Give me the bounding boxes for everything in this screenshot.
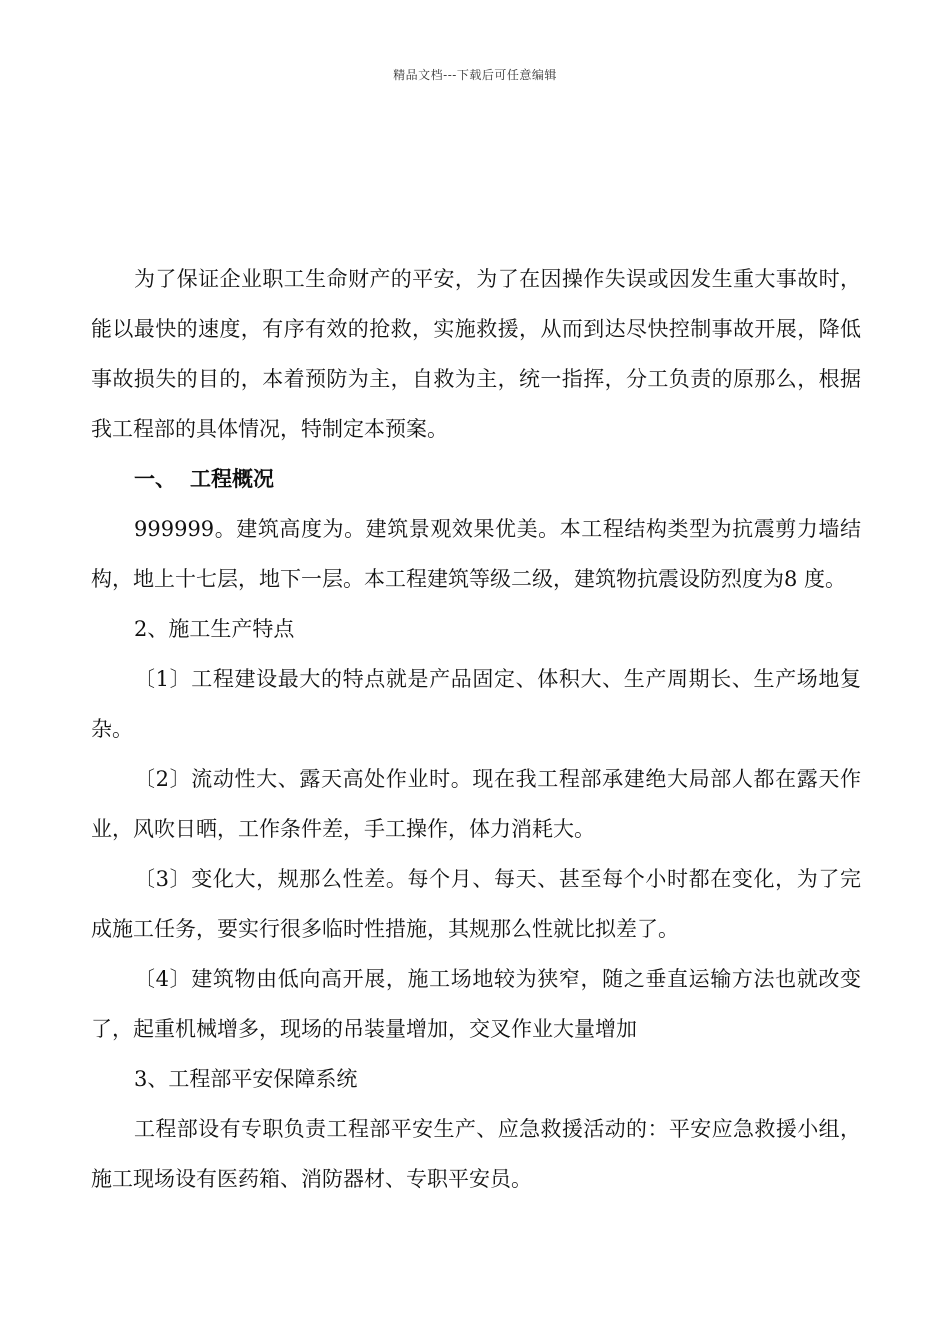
- document-body: [91, 254, 861, 1204]
- point-2-paragraph: 〔2〕流动性大、露天高处作业时。现在我工程部承建绝大局部人都在露天作业，风吹日晒，工作条件差，手工操作，体力消耗大。: [91, 767, 861, 841]
- section-3-paragraph: 工程部设有专职负责工程部平安生产、应急救援活动的：平安应急救援小组，施工现场设有医药箱、消防器材、专职平安员。: [91, 1117, 861, 1191]
- section-title: 工程概况: [190, 467, 274, 491]
- point-3-paragraph: 〔3〕变化大，规那么性差。每个月、每天、甚至每个小时都在变化，为了完成施工任务，要实行很多临时性措施，其规那么性就比拟差了。: [91, 867, 861, 941]
- section-heading-1: [91, 454, 861, 504]
- section-heading-2: 2、施工生产特点: [134, 617, 295, 641]
- intro-paragraph: 为了保证企业职工生命财产的平安，为了在因操作失误或因发生重大事故时，能以最快的速度，有序有效的抢救，实施救援，从而到达尽快控制事故开展，降低事故损失的目的，本着预防为主，自救为主，统一指挥，分工负责的原那么，根据我工程部的具体情况，特制定本预案。: [91, 267, 861, 441]
- point-1-paragraph: 〔1〕工程建设最大的特点就是产品固定、体积大、生产周期长、生产场地复杂。: [91, 667, 861, 741]
- page-header: 精品文档---下载后可任意编辑: [393, 68, 557, 82]
- section-heading-3: 3、工程部平安保障系统: [134, 1067, 358, 1091]
- overview-paragraph: 999999。建筑高度为。建筑景观效果优美。本工程结构类型为抗震剪力墙结构，地上十七层，地下一层。本工程建筑等级二级，建筑物抗震设防烈度为8 度。: [91, 517, 861, 591]
- section-number: 一、: [134, 467, 176, 491]
- point-4-paragraph: 〔4〕建筑物由低向高开展，施工场地较为狭窄，随之垂直运输方法也就改变了，起重机械增多，现场的吊装量增加，交叉作业大量增加: [91, 967, 861, 1041]
